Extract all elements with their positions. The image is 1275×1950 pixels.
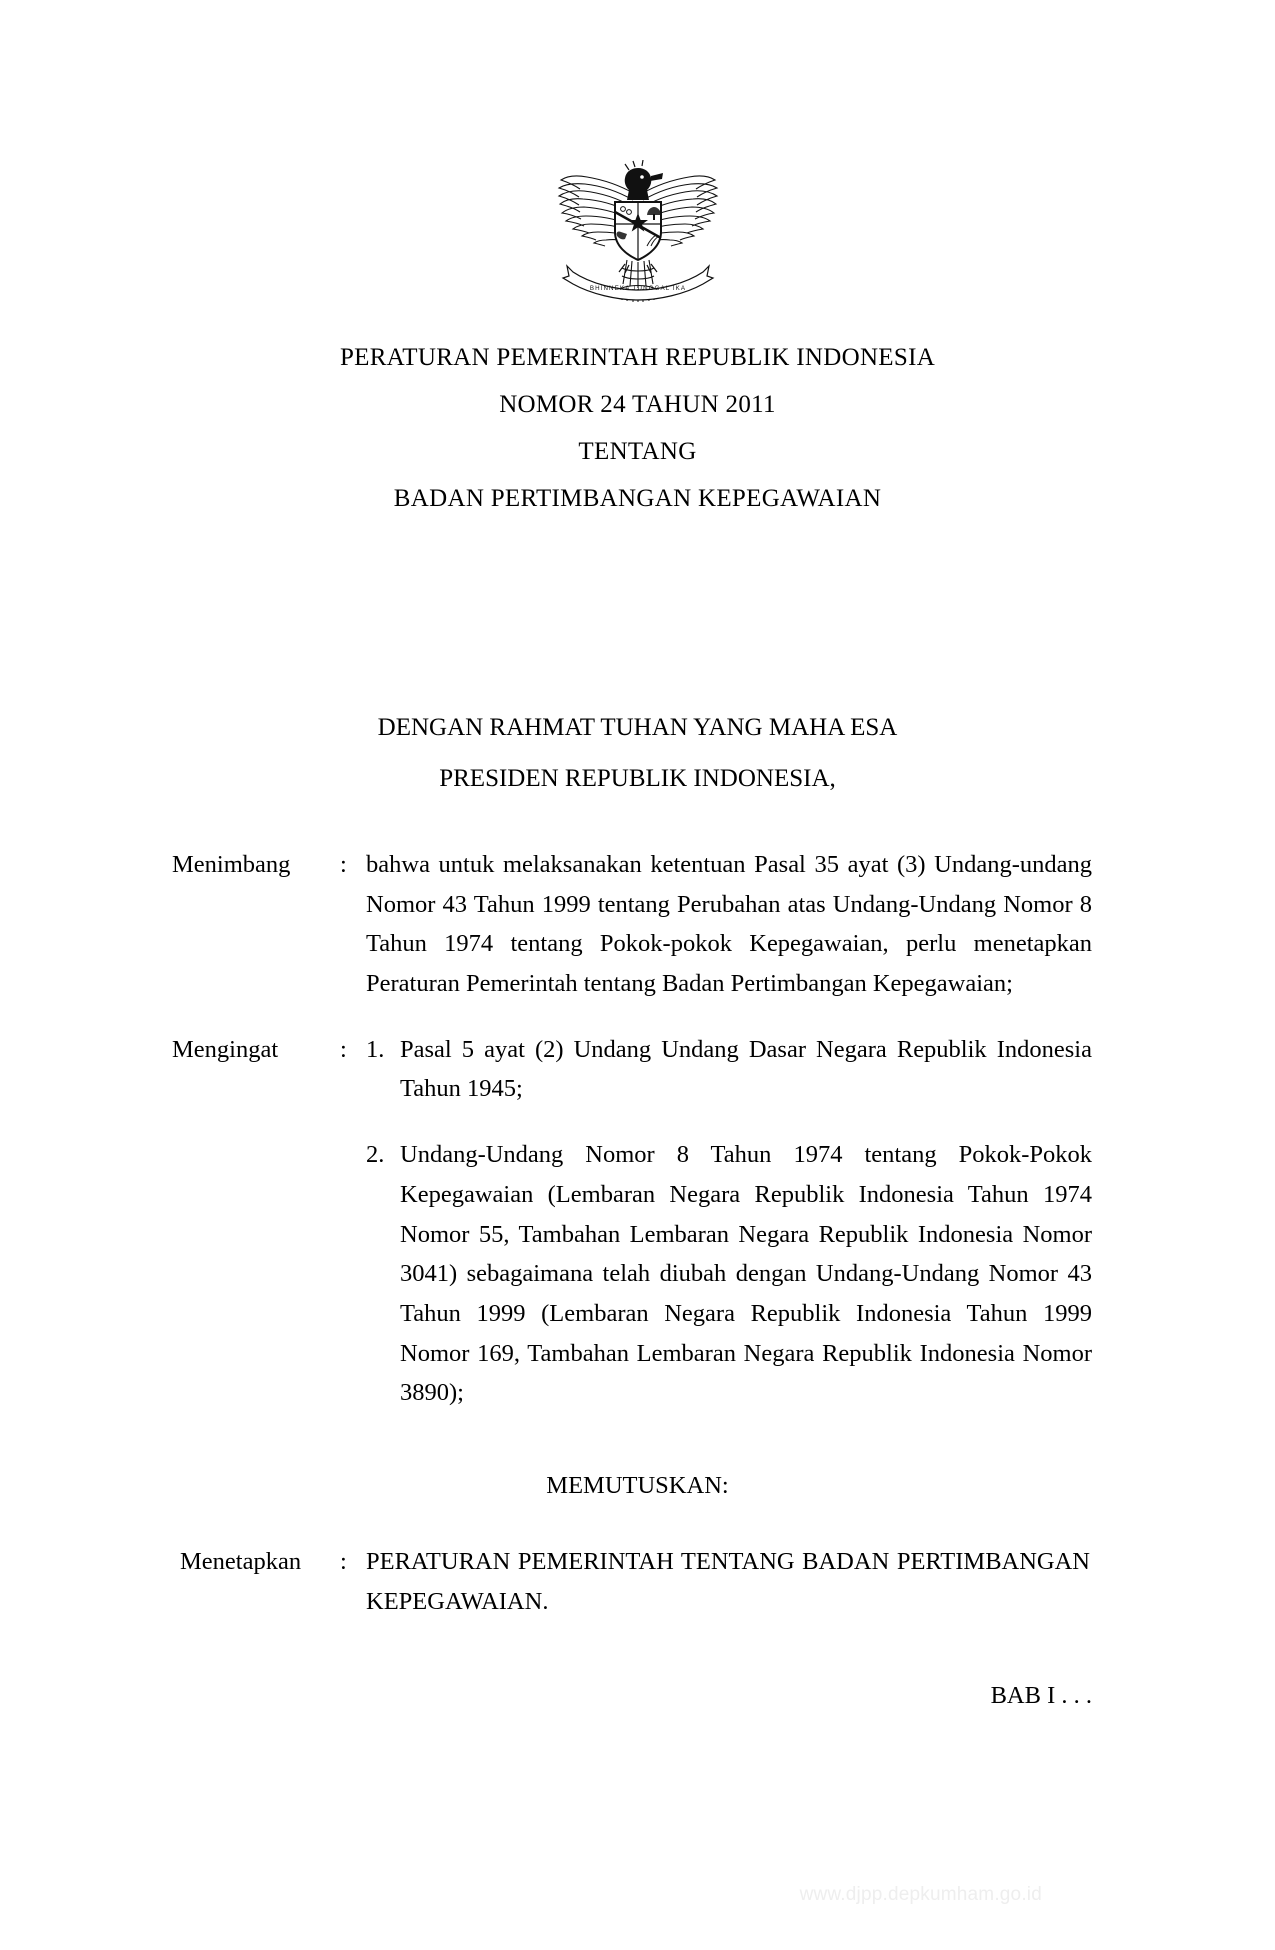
menimbang-paragraph: bahwa untuk melaksanakan ketentuan Pasal 35 ayat (3) Undang-undang Nomor 43 Tahun 1999 tentang Perubahan atas Undang-Undang Nomor 8 Tahun 1974 tentang Pokok-pokok Kepegawaian, perlu menetapkan Peraturan Pemerintah tentang Badan Pertimbangan Kepegawaian; [366, 851, 1092, 998]
menimbang-colon: : [340, 851, 347, 878]
mengingat-item-2-marker: 2. [366, 1141, 385, 1169]
document-title-block [0, 345, 1275, 511]
menetapkan-colon: : [340, 1548, 347, 1575]
mengingat-item-1-marker: 1. [366, 1035, 385, 1063]
mengingat-list [366, 1030, 1092, 1413]
menetapkan-label: Menetapkan [180, 1548, 302, 1575]
mengingat-label: Mengingat [172, 1035, 279, 1063]
menimbang-text [366, 845, 1092, 1004]
source-watermark: www.djpp.depkumham.go.id [799, 1884, 1042, 1905]
mengingat-item-2-text: Undang-Undang Nomor 8 Tahun 1974 tentang Pokok-Pokok Kepegawaian (Lembaran Negara Republik Indonesia Tahun 1974 Nomor 55, Tambahan Lembaran Negara Republik Indonesia Nomor 3041) sebagaimana telah diubah dengan Undang-Undang Nomor 43 Tahun 1999 (Lembaran Negara Republik Indonesia Tahun 1999 Nomor 169, Tambahan Lembaran Negara Republik Indonesia Nomor 3890); [400, 1141, 1092, 1407]
preamble-blessing: DENGAN RAHMAT TUHAN YANG MAHA ESA [377, 714, 898, 741]
menimbang-clause [172, 845, 1092, 1004]
memutuskan-heading: MEMUTUSKAN: [546, 1472, 729, 1499]
garuda-pancasila-emblem [543, 160, 733, 325]
title-regulation-type: PERATURAN PEMERINTAH REPUBLIK INDONESIA [339, 344, 936, 371]
menetapkan-text [366, 1542, 1090, 1621]
list-item [366, 1135, 1092, 1413]
mengingat-clause [172, 1030, 1092, 1413]
mengingat-item-1-text: Pasal 5 ayat (2) Undang Undang Dasar Negara Republik Indonesia Tahun 1945; [400, 1035, 1092, 1103]
menimbang-label: Menimbang [172, 851, 291, 878]
menetapkan-clause [180, 1542, 1090, 1621]
continuation-marker: BAB I . . . [990, 1682, 1092, 1709]
considerations-section [172, 845, 1092, 1439]
preamble-block [0, 715, 1275, 791]
list-item [366, 1030, 1092, 1109]
menetapkan-section [180, 1542, 1090, 1621]
mengingat-colon: : [340, 1035, 347, 1063]
title-subject: BADAN PERTIMBANGAN KEPEGAWAIAN [393, 485, 882, 512]
menetapkan-paragraph: PERATURAN PEMERINTAH TENTANG BADAN PERTIMBANGAN KEPEGAWAIAN. [366, 1548, 1090, 1615]
emblem-container [0, 160, 1275, 330]
title-number-year: NOMOR 24 TAHUN 2011 [499, 391, 776, 418]
title-about-keyword: TENTANG [578, 438, 697, 465]
preamble-authority: PRESIDEN REPUBLIK INDONESIA, [439, 765, 836, 792]
emblem-motto-text: BHINNEKA TUNGGAL IKA [589, 285, 686, 292]
